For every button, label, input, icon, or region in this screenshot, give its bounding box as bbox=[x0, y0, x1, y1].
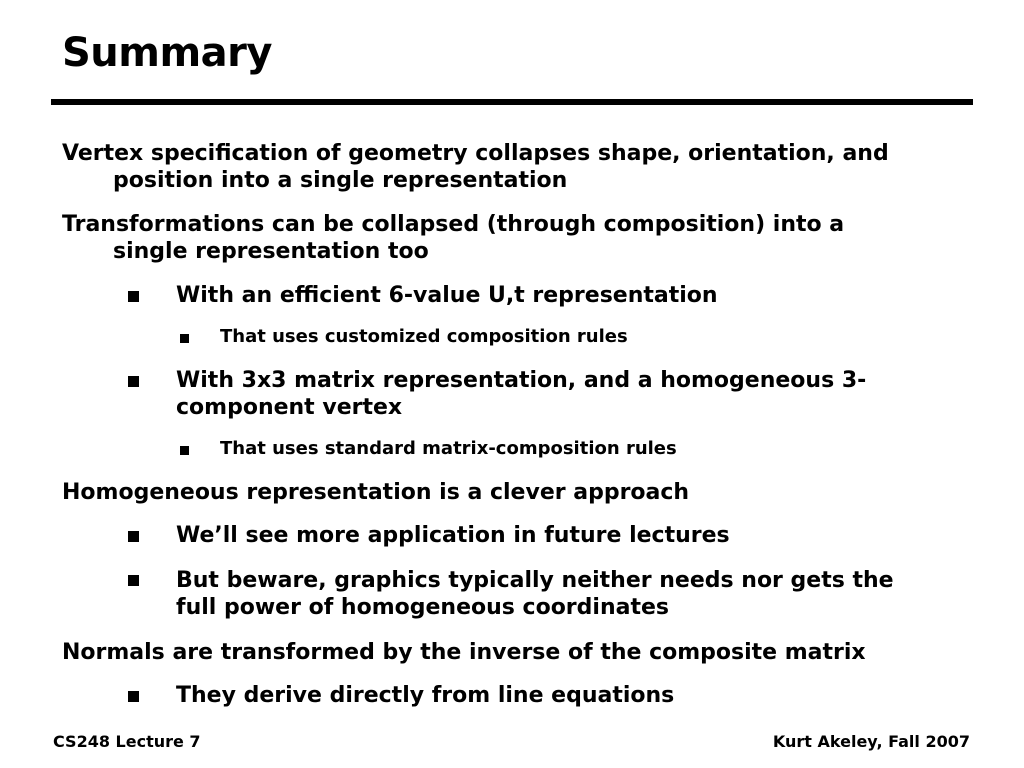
sub-sub-bullet-standard-rules bbox=[220, 438, 960, 460]
sub-bullet-3x3-matrix bbox=[176, 367, 956, 421]
bullet-text: They derive directly from line equations bbox=[176, 683, 675, 708]
square-bullet-icon bbox=[128, 376, 139, 387]
bullet-text: Homogeneous representation is a clever approach bbox=[62, 480, 690, 505]
title-rule bbox=[51, 99, 973, 105]
bullet-text-line2: single representation too bbox=[113, 239, 429, 264]
sub-bullet-beware bbox=[176, 567, 956, 621]
bullet-text: Normals are transformed by the inverse of the composite matrix bbox=[62, 640, 866, 665]
square-bullet-icon bbox=[128, 691, 139, 702]
bullet-text: We’ll see more application in future lectures bbox=[176, 523, 730, 548]
bullet-homogeneous-representation bbox=[62, 479, 962, 506]
bullet-text-line1: With 3x3 matrix representation, and a homogeneous 3- bbox=[176, 368, 867, 393]
square-bullet-icon bbox=[180, 446, 189, 455]
bullet-text: That uses customized composition rules bbox=[220, 326, 628, 347]
bullet-text-line1: Vertex specification of geometry collapses shape, orientation, and bbox=[62, 141, 889, 166]
bullet-vertex-specification bbox=[62, 140, 962, 194]
bullet-text-line2: full power of homogeneous coordinates bbox=[176, 595, 669, 620]
sub-bullet-6-value bbox=[176, 282, 956, 309]
bullet-text-line2: position into a single representation bbox=[113, 168, 568, 193]
slide-title: Summary bbox=[62, 30, 272, 76]
bullet-transformations bbox=[62, 211, 962, 265]
bullet-text-line1: Transformations can be collapsed (through composition) into a bbox=[62, 212, 845, 237]
bullet-normals bbox=[62, 639, 962, 666]
sub-bullet-future-lectures bbox=[176, 522, 956, 549]
square-bullet-icon bbox=[180, 334, 189, 343]
sub-bullet-line-equations bbox=[176, 682, 956, 709]
sub-sub-bullet-customized-rules bbox=[220, 326, 960, 348]
bullet-text-line2: component vertex bbox=[176, 395, 403, 420]
bullet-text: That uses standard matrix-composition rules bbox=[220, 438, 677, 459]
bullet-text-line1: But beware, graphics typically neither needs nor gets the bbox=[176, 568, 894, 593]
square-bullet-icon bbox=[128, 575, 139, 586]
footer-author-label: Kurt Akeley, Fall 2007 bbox=[772, 732, 970, 751]
bullet-text: With an efficient 6-value U,t representation bbox=[176, 283, 718, 308]
square-bullet-icon bbox=[128, 531, 139, 542]
footer-course-label: CS248 Lecture 7 bbox=[53, 732, 201, 751]
square-bullet-icon bbox=[128, 291, 139, 302]
